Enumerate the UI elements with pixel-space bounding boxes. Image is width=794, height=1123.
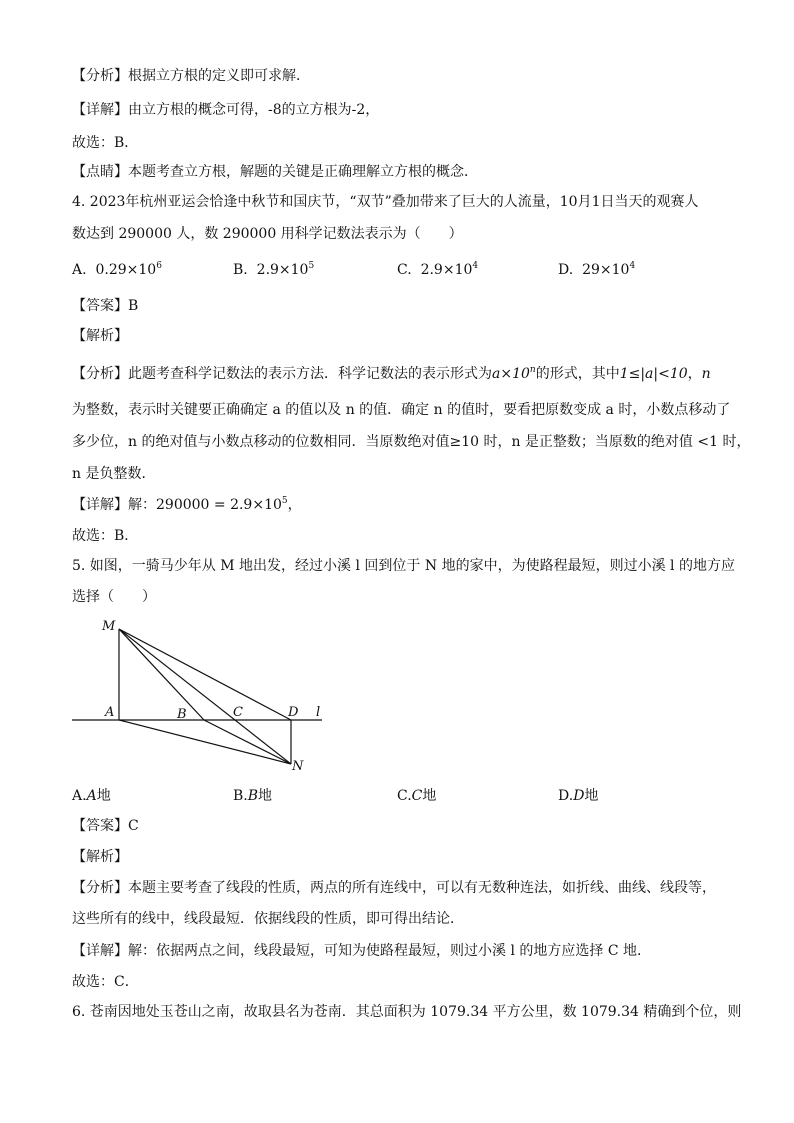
label-A: A [105, 705, 115, 720]
q4-analysis-line2: 为整数，表示时关键要正确确定 a 的值以及 n 的值．确定 n 的值时，要看把原数变成 a 时，小数点移动了 [72, 402, 731, 418]
q5-analysis-line2: 这些所有的线中，线段最短．依据线段的性质，即可得出结论． [72, 911, 464, 927]
q4-option-c: C. $2.9\times 10^4$ [397, 261, 479, 278]
q5-choice: 故选：C． [72, 974, 139, 990]
q5-answer: 【答案】C [72, 818, 139, 834]
q5-option-d: D.D地 [558, 788, 599, 804]
q5-option-b: B.B地 [233, 788, 273, 804]
q4-stem-line1: 4. 2023年杭州亚运会恰逢中秋节和国庆节，“双节”叠加带来了巨大的人流量，10月1日当天的观赛人 [72, 194, 699, 210]
segment-AN [119, 720, 291, 764]
q5-analysis-line1: 【分析】本题主要考查了线段的性质，两点的所有连线中，可以有无数种连法，如折线、曲线、线段等， [72, 880, 716, 896]
q5-stem-line2: 选择（ ） [72, 589, 156, 605]
q5-explain-title: 【解析】 [72, 849, 128, 865]
q4-option-a: A. $0.29\times 10^6$ [72, 261, 162, 278]
q3-choice: 故选：B． [72, 135, 139, 151]
q4-answer: 【答案】B [72, 298, 139, 314]
q4-option-d: D. $29\times 10^4$ [558, 261, 636, 278]
label-B: B [177, 707, 187, 722]
q4-detail: 【详解】解：$290000 = 2.9\times 10^5$， [72, 496, 302, 513]
label-l: l [316, 705, 321, 720]
q4-analysis-line1: 【分析】此题考查科学记数法的表示方法．科学记数法的表示形式为$a\times 10^n$的形式，其中1≤|a|<10，n [72, 365, 711, 382]
q4-option-b: B. $2.9\times 10^5$ [233, 261, 315, 278]
label-C: C [233, 705, 243, 720]
segment-MB [119, 629, 204, 720]
q6-stem-line1: 6. 苍南因地处玉苍山之南，故取县名为苍南．其总面积为 1079.34 平方公里，数 1079.34 精确到个位，则 [72, 1004, 742, 1020]
q5-detail: 【详解】解：依据两点之间，线段最短，可知为使路程最短，则过小溪 l 的地方应选择 C 地． [72, 943, 651, 959]
q3-comment: 【点睛】本题考查立方根，解题的关键是正确理解立方根的概念． [72, 164, 478, 180]
q4-analysis-line3: 多少位，n 的绝对值与小数点移动的位数相同．当原数绝对值≥10 时，n 是正整数；当原数的绝对值 <1 时， [72, 434, 751, 450]
q3-analysis: 【分析】根据立方根的定义即可求解． [72, 68, 310, 84]
segment-MD [119, 629, 291, 720]
label-M: M [102, 619, 116, 634]
q5-option-c: C.C地 [397, 788, 437, 804]
q4-analysis-line4: n 是负整数． [72, 466, 156, 482]
label-N: N [292, 759, 304, 774]
q4-explain-title: 【解析】 [72, 328, 128, 344]
q3-detail: 【详解】由立方根的概念可得，-8的立方根为-2， [72, 102, 380, 118]
q5-option-a: A.A地 [72, 788, 111, 804]
q4-choice: 故选：B． [72, 528, 139, 544]
segment-MC [119, 629, 291, 764]
segment-BN [204, 720, 291, 764]
q5-stem-line1: 5. 如图，一骑马少年从 M 地出发，经过小溪 l 回到位于 N 地的家中，为使路程最短，则过小溪 l 的地方应 [72, 558, 735, 574]
q4-stem-line2: 数达到 290000 人，数 290000 用科学记数法表示为（ ） [72, 226, 463, 242]
label-D: D [288, 705, 299, 720]
